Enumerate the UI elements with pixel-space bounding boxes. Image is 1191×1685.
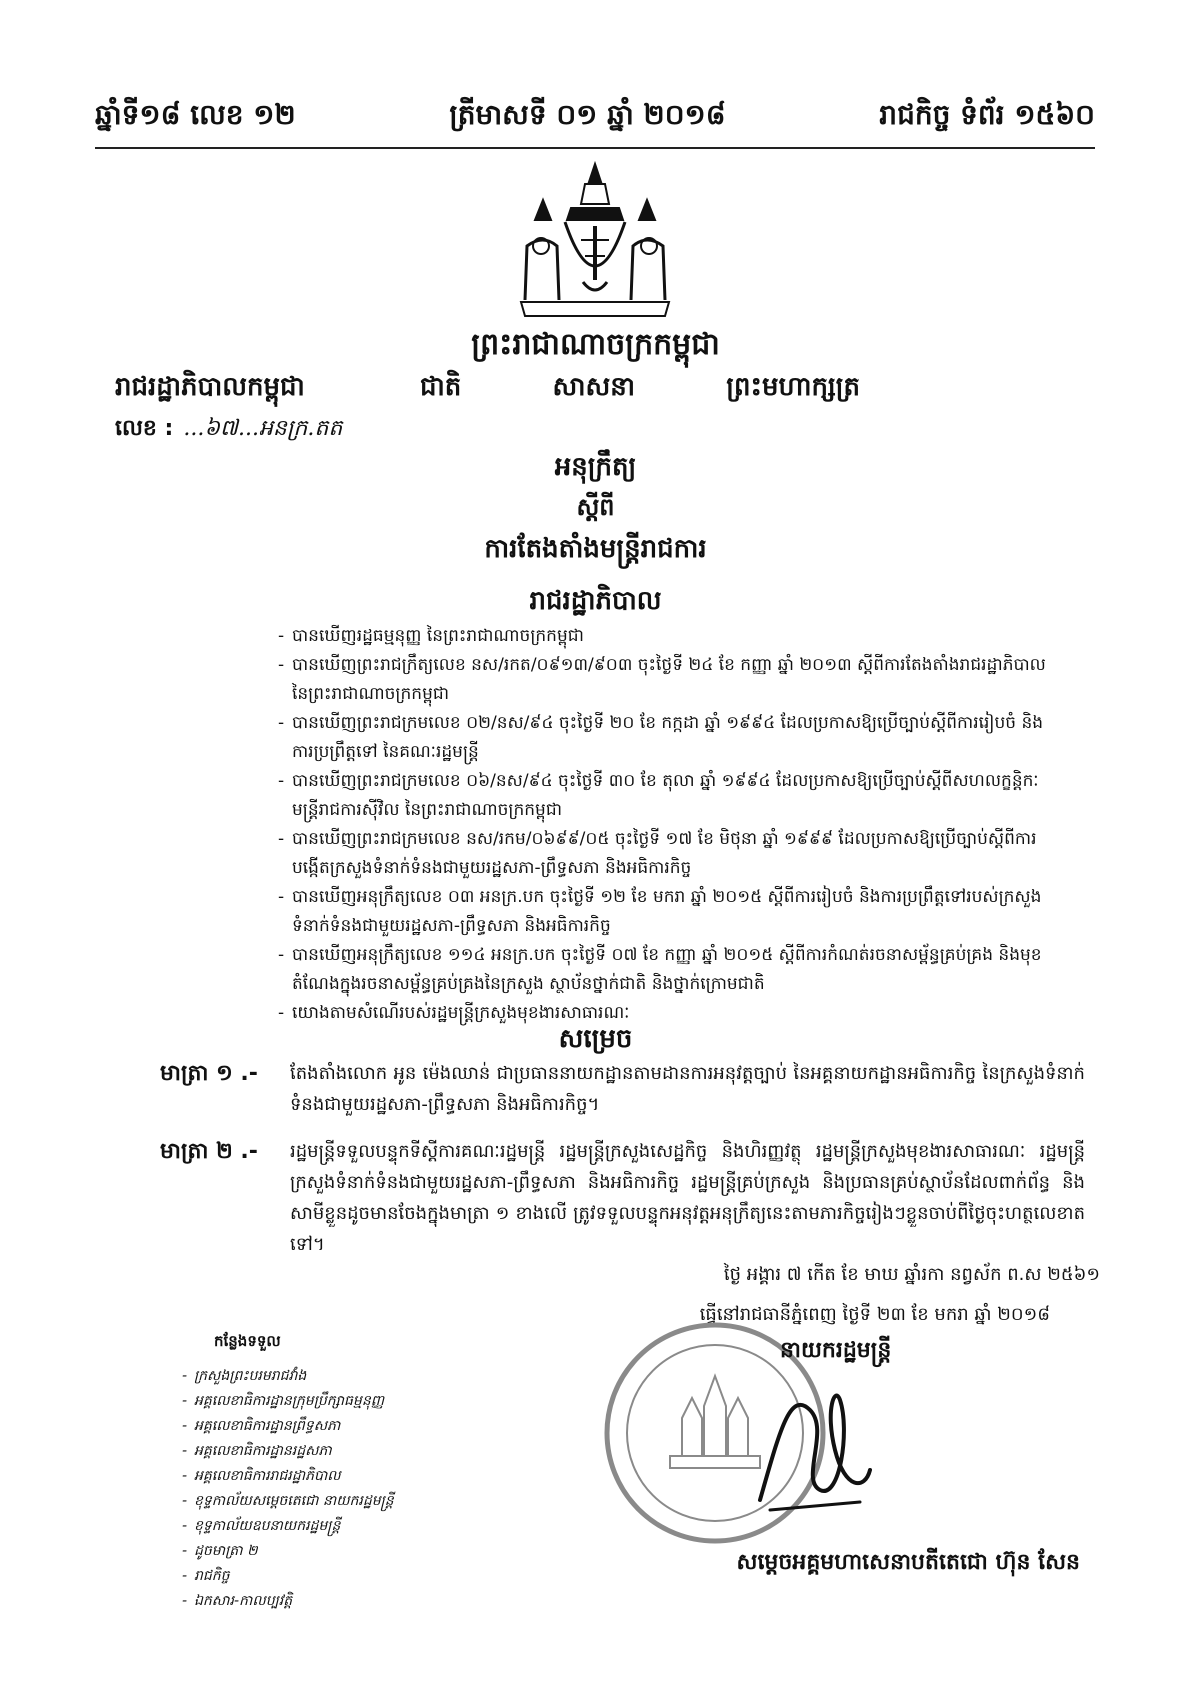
recital-item: - បានឃើញព្រះរាជក្រមលេខ ០៦/នស/៩៤ ចុះថ្ងៃទី ៣០ ខែ តុលា ឆ្នាំ ១៩៩៤ ដែលប្រកាសឱ្យប្រើច្បាប់ស្តីពីសហលក្ខន្តិកៈមន្ត្រីរាជការស៊ីវិល នៃព្រះរាជាណាចក្រកម្ពុជា	[278, 767, 1058, 825]
article-2	[160, 1136, 1085, 1260]
recipient-item: - អគ្គលេខាធិការដ្ឋានរដ្ឋសភា	[182, 1439, 394, 1464]
recipients-list	[182, 1364, 394, 1614]
signer-title: នាយករដ្ឋមន្ត្រី	[780, 1338, 892, 1363]
recital-item: - យោងតាមសំណើរបស់រដ្ឋមន្ត្រីក្រសួងមុខងារសាធារណៈ	[278, 999, 1058, 1028]
national-motto	[420, 370, 860, 408]
document-type: អនុក្រឹត្យ	[554, 452, 637, 482]
article-text: តែងតាំងលោក អូន ម៉េងឈាន់ ជាប្រធាននាយកដ្ឋានតាមដានការអនុវត្តច្បាប់ នៃអគ្គនាយកដ្ឋានអធិការកិច្ច នៃក្រសួងទំនាក់ទំនងជាមួយរដ្ឋសភា-ព្រឹទ្ធសភា និងអធិការកិច្ច។	[290, 1063, 1085, 1115]
article-text: រដ្ឋមន្ត្រីទទួលបន្ទុកទីស្តីការគណៈរដ្ឋមន្ត្រី រដ្ឋមន្ត្រីក្រសួងសេដ្ឋកិច្ច និងហិរញ្ញវត្ថុ រដ្ឋមន្ត្រីក្រសួងមុខងារសាធារណៈ រដ្ឋមន្ត្រីក្រសួងទំនាក់ទំនងជាមួយរដ្ឋសភា-ព្រឹទ្ធសភា និងអធិការកិច្ច រដ្ឋមន្ត្រីគ្រប់ក្រសួង និងប្រធានគ្រប់ស្ថាប័នដែលពាក់ព័ន្ធ និងសាមីខ្លួនដូចមានចែងក្នុងមាត្រា ១ ខាងលើ ត្រូវទទួលបន្ទុកអនុវត្តអនុក្រឹត្យនេះតាមភារកិច្ចរៀងៗខ្លួនចាប់ពីថ្ងៃចុះហត្ថលេខាតទៅ។	[290, 1141, 1085, 1255]
handwritten-signature-icon	[740, 1370, 880, 1520]
recital-item: - បានឃើញព្រះរាជក្រឹត្យលេខ នស/រកត/០៩១៣/៩០៣ ចុះថ្ងៃទី ២៤ ខែ កញ្ញា ឆ្នាំ ២០១៣ ស្តីពីការតែងតាំងរាជរដ្ឋាភិបាល នៃព្រះរាជាណាចក្រកម្ពុជា	[278, 651, 1058, 709]
kingdom-title: ព្រះរាជាណាចក្រកម្ពុជា	[471, 327, 720, 362]
recipient-item: - ខុទ្ទកាល័យសម្តេចតេជោ នាយករដ្ឋមន្ត្រី	[182, 1489, 394, 1514]
recipients-block	[182, 1332, 394, 1614]
recipient-item: - ក្រសួងព្រះបរមរាជវាំង	[182, 1364, 394, 1389]
recipient-item: - ឯកសារ-កាលប្បវត្តិ	[182, 1589, 394, 1614]
recital-item: - បានឃើញព្រះរាជក្រមលេខ នស/រកម/០៦៩៩/០៥ ចុះថ្ងៃទី ១៧ ខែ មិថុនា ឆ្នាំ ១៩៩៩ ដែលប្រកាសឱ្យប្រើច្បាប់ស្តីពីការបង្កើតក្រសួងទំនាក់ទំនងជាមួយរដ្ឋសភា-ព្រឹទ្ធសភា និងអធិការកិច្ច	[278, 825, 1058, 883]
header-divider	[95, 147, 1095, 149]
recipients-heading: កន្លែងទទួល	[214, 1332, 281, 1350]
recipient-item: - អគ្គលេខាធិការរាជរដ្ឋាភិបាល	[182, 1464, 394, 1489]
recitals-list	[278, 622, 1058, 1028]
recital-item: - បានឃើញអនុក្រឹត្យលេខ ០៣ អនក្រ.បក ចុះថ្ងៃទី ១២ ខែ មករា ឆ្នាំ ២០១៥ ស្តីពីការរៀបចំ និងការប្រព្រឹត្តទៅរបស់ក្រសួងទំនាក់ទំនងជាមួយរដ្ឋសភា-ព្រឹទ្ធសភា និងអធិការកិច្ច	[278, 883, 1058, 941]
motto-king: ព្រះមហាក្សត្រ	[726, 372, 860, 402]
issuing-authority: រាជរដ្ឋាភិបាល	[529, 586, 662, 616]
article-label: មាត្រា ១ .-	[160, 1061, 258, 1086]
solar-date: ធ្វើនៅរាជធានីភ្នំពេញ ថ្ងៃទី ២៣ ខែ មករា ឆ្នាំ ២០១៨	[699, 1304, 1050, 1325]
article-label: មាត្រា ២ .-	[160, 1139, 258, 1164]
recipient-item: - អគ្គលេខាធិការដ្ឋានព្រឹទ្ធសភា	[182, 1414, 394, 1439]
recital-item: - បានឃើញរដ្ឋធម្មនុញ្ញ នៃព្រះរាជាណាចក្រកម្ពុជា	[278, 622, 1058, 651]
signer-name: សម្តេចអគ្គមហាសេនាបតីតេជោ ហ៊ុន សែន	[736, 1550, 1080, 1575]
subject-label: ស្តីពី	[576, 493, 615, 521]
issuing-government: រាជរដ្ឋាភិបាលកម្ពុជា	[115, 372, 305, 402]
recital-item: - បានឃើញព្រះរាជក្រមលេខ ០២/នស/៩៤ ចុះថ្ងៃទី ២០ ខែ កក្កដា ឆ្នាំ ១៩៩៤ ដែលប្រកាសឱ្យប្រើច្បាប់ស្តីពីការរៀបចំ និងការប្រព្រឹត្តទៅ នៃគណៈរដ្ឋមន្ត្រី	[278, 709, 1058, 767]
motto-religion: សាសនា	[552, 372, 636, 402]
recipient-item: - អគ្គលេខាធិការដ្ឋានក្រុមប្រឹក្សាធម្មនុញ្ញ	[182, 1389, 394, 1414]
document-subject: ការតែងតាំងមន្ត្រីរាជការ	[484, 534, 707, 564]
reference-label: លេខ :	[115, 416, 174, 441]
decision-heading: សម្រេច	[558, 1024, 633, 1054]
lunar-date: ថ្ងៃ អង្គារ ៧ កើត ខែ មាឃ ឆ្នាំរកា នព្វស័ក ព.ស ២៥៦១	[723, 1264, 1100, 1285]
reference-value: ...៦៧...អនក្រ.តត	[183, 416, 343, 441]
motto-nation: ជាតិ	[420, 372, 462, 402]
year-issue: ឆ្នាំទី១៨ លេខ ១២	[95, 97, 296, 131]
recipient-item: - រាជកិច្ច	[182, 1564, 394, 1589]
recipient-item: - ដូចមាត្រា ២	[182, 1539, 394, 1564]
article-1	[160, 1058, 1085, 1120]
reference-number	[115, 414, 342, 446]
recipient-item: - ខុទ្ទកាល័យឧបនាយករដ្ឋមន្ត្រី	[182, 1514, 394, 1539]
header-date: ត្រីមាសទី ០១ ឆ្នាំ ២០១៨	[449, 97, 726, 131]
running-header	[95, 96, 1095, 138]
gazette-page-number: រាជកិច្ច ទំព័រ ១៥៦០	[879, 97, 1095, 131]
royal-arms-icon	[505, 160, 685, 320]
recital-item: - បានឃើញអនុក្រឹត្យលេខ ១១៤ អនក្រ.បក ចុះថ្ងៃទី ០៧ ខែ កញ្ញា ឆ្នាំ ២០១៥ ស្តីពីការកំណត់រចនាសម្ព័ន្ធគ្រប់គ្រង និងមុខតំណែងក្នុងរចនាសម្ព័ន្ធគ្រប់គ្រងនៃក្រសួង ស្ថាប័នថ្នាក់ជាតិ និងថ្នាក់ក្រោមជាតិ	[278, 941, 1058, 999]
